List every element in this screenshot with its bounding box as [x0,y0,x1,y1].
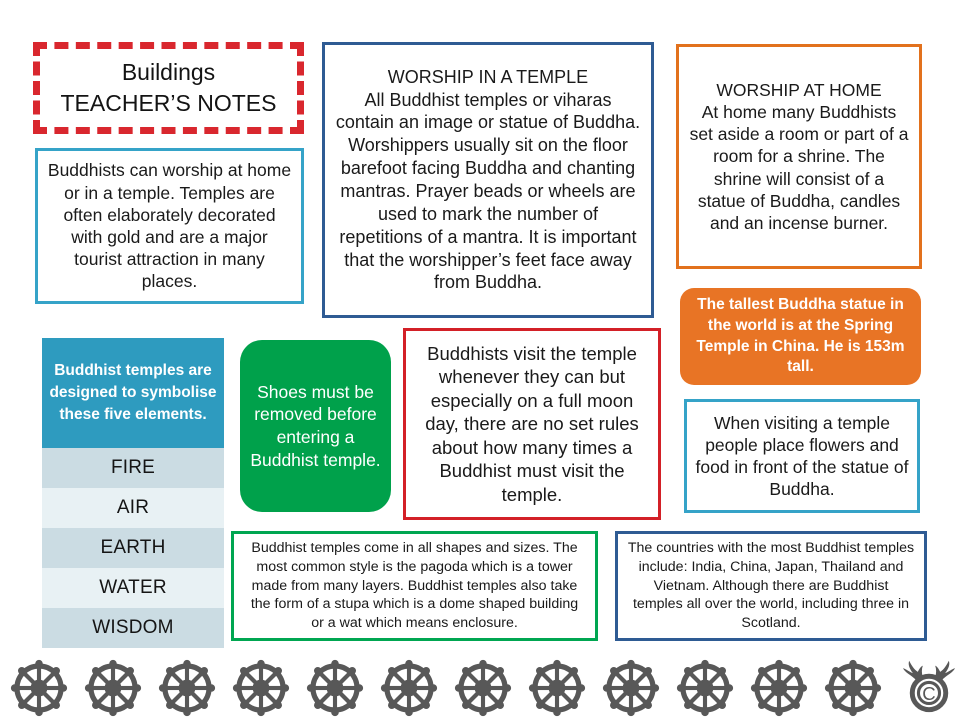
worship-at-home-box [676,44,922,269]
worship-at-home-text: At home many Buddhists set aside a room or part of a room for a shrine. The shrine will consist of a statue of Buddha, candles and an incense burner. [689,101,909,234]
dharma-wheel-strip [0,655,960,720]
element-label: WATER [99,577,167,598]
temple-visits-box [403,328,661,520]
copyright-antlers-icon [898,657,960,719]
shoes-removed-box [240,340,391,512]
element-row-fire [42,448,224,488]
temple-shapes-box [231,531,598,641]
offerings-text: When visiting a temple people place flowers and food in front of the statue of Buddha. [695,412,909,500]
title-card [33,42,304,134]
temple-visits-text: Buddhists visit the temple whenever they can but especially on a full moon day, there are no set rules about how many times a Buddhist must visit the temple. [425,342,639,505]
temple-countries-box [615,531,927,641]
element-label: EARTH [100,537,166,558]
dharma-wheel-icon [750,657,808,719]
dharma-wheel-icon [676,657,734,719]
dharma-wheel-icon [454,657,512,719]
element-row-air [42,488,224,528]
worship-at-home-heading: WORSHIP AT HOME [716,79,882,100]
element-label: WISDOM [92,617,174,638]
dharma-wheel-icon [84,657,142,719]
dharma-wheel-icon [10,657,68,719]
title-line-2: TEACHER’S NOTES [60,90,277,116]
dharma-wheel-icon [602,657,660,719]
shoes-removed-text: Shoes must be removed before entering a Buddhist temple. [250,381,381,470]
intro-note-box [35,148,304,304]
intro-note-text: Buddhists can worship at home or in a temple. Temples are often elaborately decorated with gold and are a major tourist attraction in many places. [47,160,292,292]
element-label: AIR [116,497,150,518]
temple-countries-text: The countries with the most Buddhist temples include: India, China, Japan, Thailand and Vietnam. Although there are Buddhist temples all over the world, including three in Scotland. [627,539,915,632]
element-row-wisdom [42,608,224,648]
svg-text:C: C [922,682,936,704]
dharma-wheel-icon [528,657,586,719]
title-line-1: Buildings [121,59,216,86]
worship-in-temple-heading: WORSHIP IN A TEMPLE [387,66,589,87]
dharma-wheel-icon [824,657,882,719]
tallest-statue-fact-box [680,288,921,385]
dharma-wheel-icon [306,657,364,719]
five-elements-header: Buddhist temples are designed to symbolise these five elements. [42,338,224,448]
dharma-wheel-icon [380,657,438,719]
element-label: FIRE [110,457,156,478]
element-row-earth [42,528,224,568]
dharma-wheel-icon [158,657,216,719]
temple-shapes-text: Buddhist temples come in all shapes and sizes. The most common style is the pagoda which is a tower made from many layers. Buddhist temples also take the form of a stupa which is a dome shaped building or a wat which means enclosure. [250,539,579,632]
dharma-wheel-icon [232,657,290,719]
five-elements-table [42,338,224,648]
worship-in-temple-text: All Buddhist temples or viharas contain an image or statue of Buddha. Worshippers usually sit on the floor barefoot facing Buddha and chanting mantras. Prayer beads or wheels are used to mark the number of repetitions of a mantra. It is important that the worshipper’s feet face away from Buddha. [335,89,641,293]
element-row-water [42,568,224,608]
tallest-statue-fact-text: The tallest Buddha statue in the world is at the Spring Temple in China. He is 153m tall. [696,295,905,376]
worship-in-temple-box [322,42,654,318]
offerings-box [684,399,920,513]
